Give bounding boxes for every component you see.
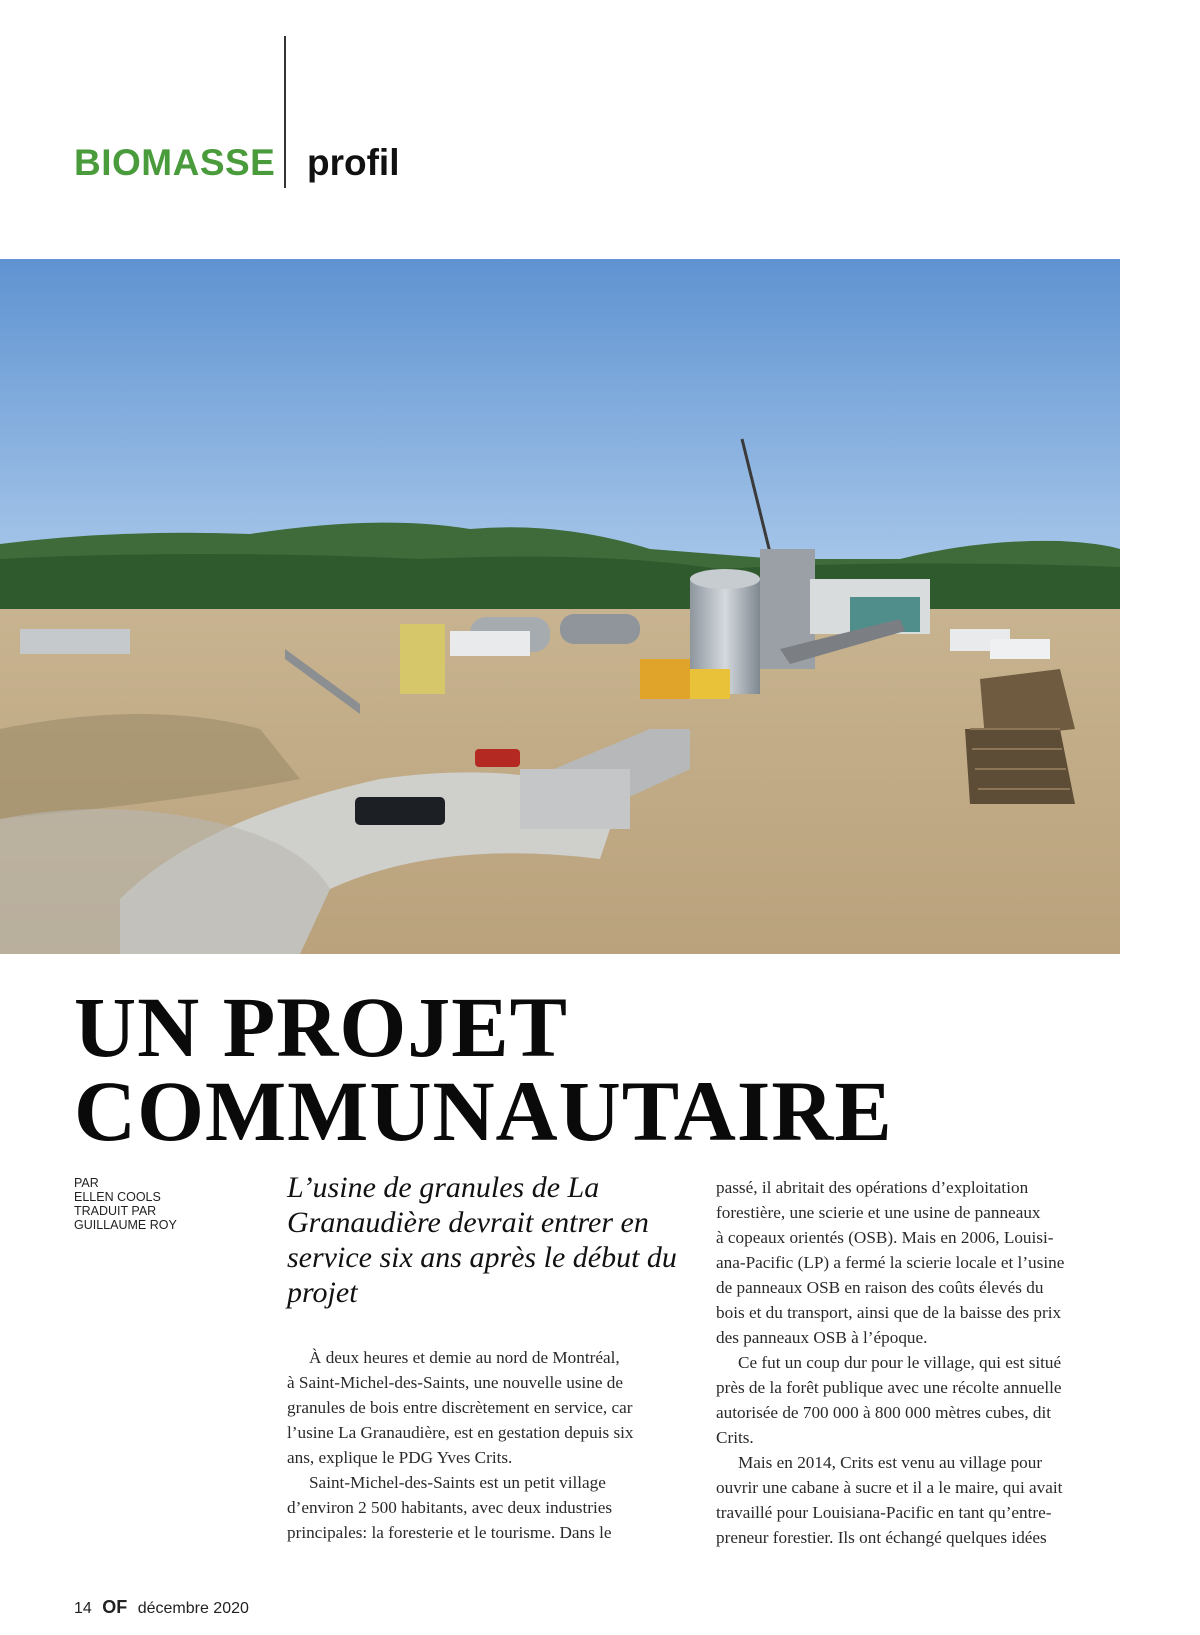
subsection-label: profil <box>307 142 400 183</box>
text-line: ana-Pacific (LP) a fermé la scierie locale et l’usine <box>716 1253 1065 1272</box>
paragraph <box>287 1345 679 1470</box>
text-line: bois et du transport, ainsi que de la baisse des prix <box>716 1303 1062 1322</box>
text-line: l’usine La Granaudière, est en gestation depuis six <box>287 1423 634 1442</box>
industrial-plant-photo-icon <box>0 259 1120 954</box>
text-line: Crits. <box>716 1428 754 1447</box>
body-column-1 <box>287 1345 679 1545</box>
text-line: près de la forêt publique avec une récolte annuelle <box>716 1378 1062 1397</box>
magazine-name: OF <box>102 1597 128 1617</box>
text-line: Saint-Michel-des-Saints est un petit village <box>309 1473 606 1492</box>
byline <box>74 1176 234 1232</box>
text-line: ouvrir une cabane à sucre et il a le maire, qui avait <box>716 1478 1063 1497</box>
body-column-2 <box>716 1175 1108 1550</box>
article-title <box>74 979 893 1159</box>
text-line: preneur forestier. Ils ont échangé quelques idées <box>716 1528 1047 1547</box>
page-footer <box>74 1597 249 1618</box>
article-title-line-1: UN PROJET <box>74 979 568 1075</box>
paragraph <box>716 1450 1108 1550</box>
text-line: des panneaux OSB à l’époque. <box>716 1328 928 1347</box>
text-line: forestière, une scierie et une usine de panneaux <box>716 1203 1041 1222</box>
page-number: 14 <box>74 1600 92 1617</box>
section-name: BIOMASSE <box>74 142 276 183</box>
byline-author: ELLEN COOLS <box>74 1190 161 1204</box>
text-line: À deux heures et demie au nord de Montréal, <box>309 1348 620 1367</box>
issue-date: décembre 2020 <box>137 1600 249 1617</box>
byline-translator: GUILLAUME ROY <box>74 1218 177 1232</box>
text-line: Mais en 2014, Crits est venu au village pour <box>738 1453 1043 1472</box>
text-line: d’environ 2 500 habitants, avec deux industries <box>287 1498 613 1517</box>
paragraph <box>716 1175 1108 1350</box>
text-line: à copeaux orientés (OSB). Mais en 2006, Louisi- <box>716 1228 1054 1247</box>
text-line: principales: la foresterie et le tourisme. Dans le <box>287 1523 612 1542</box>
article-title-line-2: COMMUNAUTAIRE <box>74 1063 893 1159</box>
article-deck: L’usine de granules de La Granaudière devrait entrer en service six ans après le début du projet <box>287 1171 677 1309</box>
article-hero-photo <box>0 259 1120 954</box>
text-line: travaillé pour Louisiana-Pacific en tant qu’entre- <box>716 1503 1052 1522</box>
text-line: ans, explique le PDG Yves Crits. <box>287 1448 513 1467</box>
paragraph <box>716 1350 1108 1450</box>
byline-translated-by: TRADUIT PAR <box>74 1204 157 1218</box>
paragraph <box>287 1470 679 1545</box>
header-divider <box>284 36 286 188</box>
text-line: de panneaux OSB en raison des coûts élevés du <box>716 1278 1044 1297</box>
text-line: Ce fut un coup dur pour le village, qui est situé <box>738 1353 1062 1372</box>
text-line: autorisée de 700 000 à 800 000 mètres cubes, dit <box>716 1403 1052 1422</box>
byline-par: PAR <box>74 1176 99 1190</box>
text-line: granules de bois entre discrètement en service, car <box>287 1398 633 1417</box>
text-line: à Saint-Michel-des-Saints, une nouvelle usine de <box>287 1373 624 1392</box>
section-label <box>74 142 275 184</box>
text-line: passé, il abritait des opérations d’exploitation <box>716 1178 1029 1197</box>
